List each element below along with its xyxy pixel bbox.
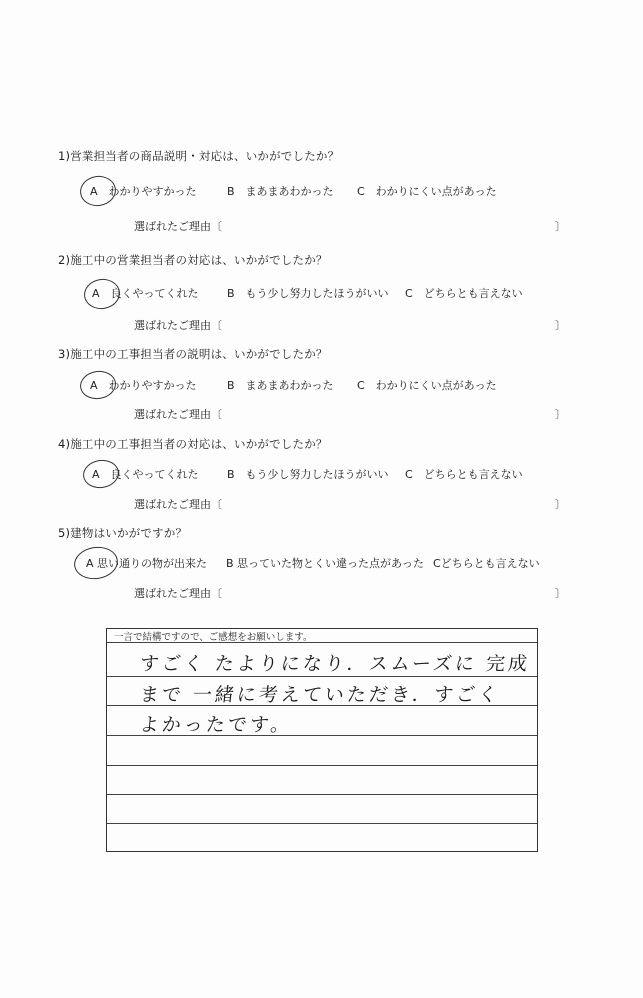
question-3-reason-label: 選ばれたご理由〔 bbox=[134, 408, 222, 421]
question-5-title: 5)建物はいかがですか？ bbox=[58, 526, 188, 540]
question-2-reason-close: 〕 bbox=[555, 319, 566, 332]
question-2-reason-label: 選ばれたご理由〔 bbox=[134, 319, 222, 332]
question-3-option-a[interactable]: A わかりやすかった bbox=[90, 379, 197, 392]
handwritten-comment-line-3: よかったです。 bbox=[138, 714, 294, 736]
question-2-option-a[interactable]: A 良くやってくれた bbox=[92, 287, 199, 300]
comment-rule-4 bbox=[107, 765, 537, 766]
comment-rule-6 bbox=[107, 823, 537, 824]
question-1-option-a[interactable]: A わかりやすかった bbox=[90, 185, 197, 198]
comment-header-rule bbox=[107, 642, 537, 643]
question-2-title: 2)施工中の営業担当者の対応は、いかがでしたか？ bbox=[58, 253, 328, 267]
question-5-option-a[interactable]: A 思い通りの物が出来た bbox=[86, 557, 208, 570]
question-3-reason-close: 〕 bbox=[555, 408, 566, 421]
question-4-reason-label: 選ばれたご理由〔 bbox=[134, 498, 222, 511]
question-2-option-c[interactable]: C どちらとも言えない bbox=[405, 287, 523, 300]
question-5-reason-label: 選ばれたご理由〔 bbox=[134, 587, 222, 600]
handwritten-comment-line-1: すごく たよりになり．スムーズに 完成 bbox=[138, 653, 532, 675]
question-4-title: 4)施工中の工事担当者の対応は、いかがでしたか？ bbox=[58, 437, 328, 451]
question-4-option-a[interactable]: A 良くやってくれた bbox=[92, 468, 199, 481]
question-2-option-b[interactable]: B もう少し努力したほうがいい bbox=[227, 287, 389, 300]
question-5-reason-close: 〕 bbox=[555, 587, 566, 600]
question-3-option-c[interactable]: C わかりにくい点があった bbox=[357, 379, 497, 392]
question-1-reason-close: 〕 bbox=[555, 220, 566, 233]
question-5-option-c[interactable]: Cどちらとも言えない bbox=[433, 557, 540, 570]
question-1-title: 1)営業担当者の商品説明・対応は、いかがでしたか？ bbox=[58, 149, 340, 163]
handwritten-comment-line-2: まで 一緒に考えていただき．すごく bbox=[138, 684, 502, 706]
question-3-title: 3)施工中の工事担当者の説明は、いかがでしたか？ bbox=[58, 347, 328, 361]
comment-rule-5 bbox=[107, 794, 537, 795]
question-4-option-c[interactable]: C どちらとも言えない bbox=[405, 468, 523, 481]
question-3-option-b[interactable]: B まあまあわかった bbox=[227, 379, 334, 392]
question-1-option-b[interactable]: B まあまあわかった bbox=[227, 185, 334, 198]
question-4-option-b[interactable]: B もう少し努力したほうがいい bbox=[227, 468, 389, 481]
question-1-option-c[interactable]: C わかりにくい点があった bbox=[357, 185, 497, 198]
question-1-reason-label: 選ばれたご理由〔 bbox=[134, 220, 222, 233]
comment-rule-1 bbox=[107, 676, 537, 677]
question-4-reason-close: 〕 bbox=[555, 498, 566, 511]
question-5-option-b[interactable]: B 思っていた物とくい違った点があった bbox=[226, 557, 424, 570]
comment-box-header: 一言で結構ですので、ご感想をお願いします。 bbox=[114, 632, 313, 643]
